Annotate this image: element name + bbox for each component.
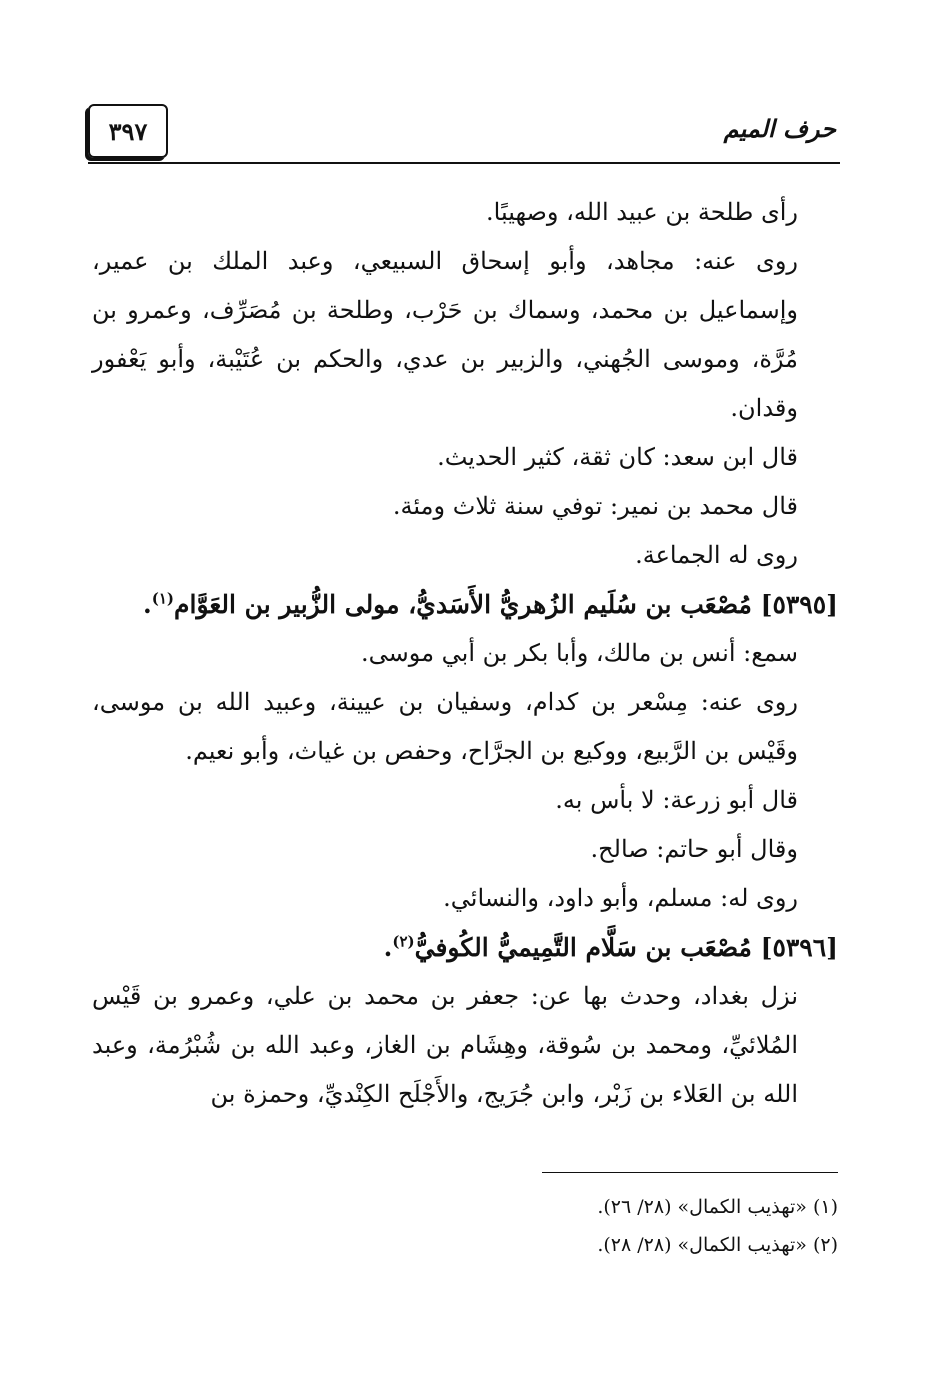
paragraph: روى عنه: مجاهد، وأبو إسحاق السبيعي، وعبد الملك بن عمير، وإسماعيل بن محمد، وسماك بن حَرْب، وطلحة بن مُصَرِّف، وعمرو بن مُرَّة، وموسى الجُهني، والزبير بن عدي، والحكم بن عُتَيْبة، وأبو يَعْفور وقدان.	[92, 247, 798, 422]
main-text	[92, 188, 838, 1119]
paragraph: رأى طلحة بن عبيد الله، وصهيبًا.	[486, 198, 798, 226]
paragraph: سمع: أنس بن مالك، وأبا بكر بن أبي موسى.	[361, 639, 798, 667]
footnote: (١) «تهذيب الكمال» (٢٨/ ٢٦).	[597, 1196, 838, 1218]
entry-heading-text: [٥٣٩٦] مُصْعَب بن سَلَّام التَّمِيميُّ الكُوفيُّ	[414, 933, 838, 962]
paragraph: روى عنه: مِسْعر بن كدام، وسفيان بن عيينة، وعبيد الله بن موسى، وقَيْس بن الرَّبيع، ووكيع بن الجرَّاح، وحفص بن غياث، وأبو نعيم.	[92, 688, 798, 765]
entry-heading-tail: .	[143, 590, 152, 619]
paragraph: وقال أبو حاتم: صالح.	[590, 835, 798, 863]
paragraph: روى له الجماعة.	[635, 541, 798, 569]
page-number: ٣٩٧	[88, 104, 168, 158]
page-header	[88, 104, 840, 164]
entry-heading	[92, 580, 838, 629]
footnote-reference: (١)	[151, 589, 175, 608]
paragraph: نزل بغداد، وحدث بها عن: جعفر بن محمد بن علي، وعمرو بن قَيْس المُلائيِّ، ومحمد بن سُوقة، وهِشَام بن الغاز، وعبد الله بن شُبْرُمة، وعبد الله بن العَلاء بن زَبْر، وابن جُرَيج، والأَجْلَح الكِنْديِّ، وحمزة بن	[92, 982, 798, 1108]
paragraph: قال أبو زرعة: لا بأس به.	[555, 786, 798, 814]
entry-heading-text: [٥٣٩٥] مُصْعَب بن سُلَيم الزُهريُّ الأَسَديُّ، مولى الزُّبير بن العَوَّام	[174, 590, 838, 619]
footnote-reference: (٢)	[392, 932, 415, 951]
entry-heading	[92, 923, 838, 972]
footnotes	[92, 1188, 838, 1264]
entry-heading-tail: .	[383, 933, 393, 962]
paragraph: قال ابن سعد: كان ثقة، كثير الحديث.	[437, 443, 798, 471]
paragraph: روى له: مسلم، وأبو داود، والنسائي.	[443, 884, 798, 912]
header-rule	[88, 162, 840, 164]
footnote-rule	[542, 1172, 838, 1173]
footnote: (٢) «تهذيب الكمال» (٢٨/ ٢٨).	[597, 1234, 838, 1256]
paragraph: قال محمد بن نمير: توفي سنة ثلاث ومئة.	[392, 492, 798, 520]
running-title: حرف الميم	[723, 114, 836, 143]
